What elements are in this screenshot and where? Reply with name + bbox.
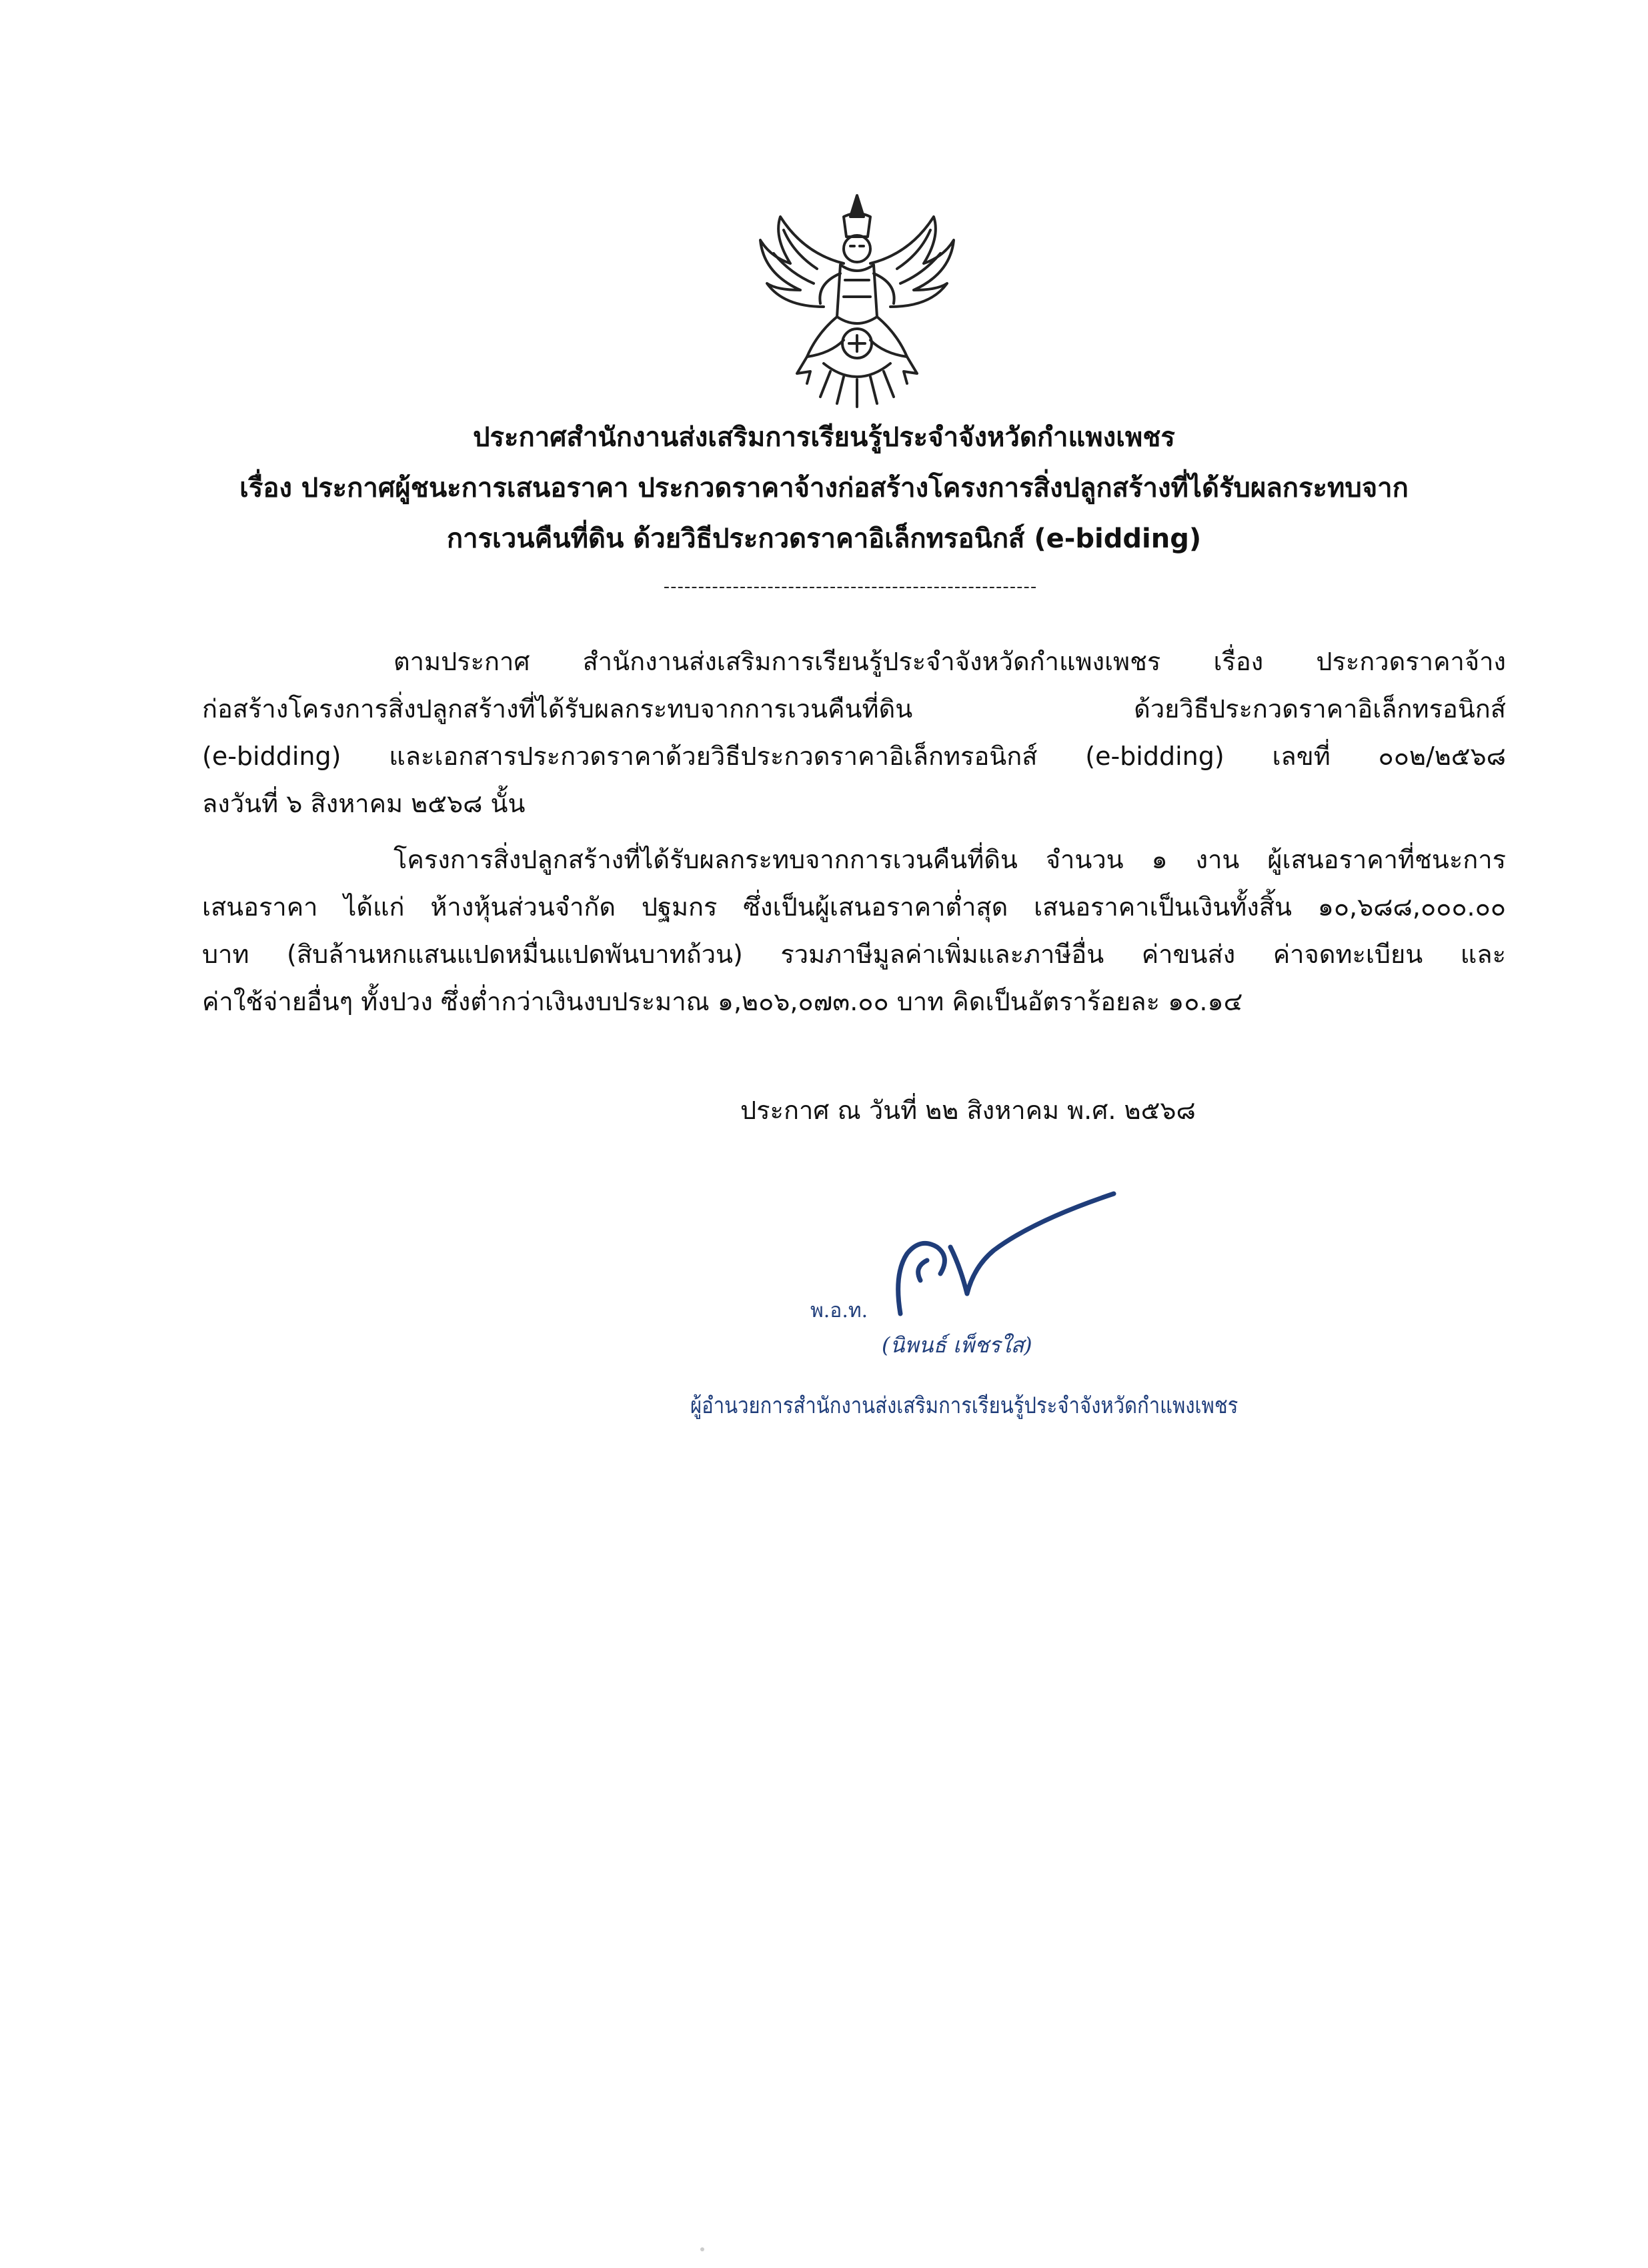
signer-rank: พ.อ.ท.: [810, 1299, 868, 1322]
signer-position: ผู้อำนวยการสำนักงานส่งเสริมการเรียนรู้ประจำจังหวัดกำแพงเพชร: [690, 1392, 1239, 1419]
paragraph-1-line-4: ลงวันที่ ๖ สิงหาคม ๒๕๖๘ นั้น: [202, 789, 526, 818]
garuda-emblem-icon: [744, 190, 970, 410]
handwritten-signature: [887, 1187, 1127, 1320]
paragraph-1-line-2: ก่อสร้างโครงการสิ่งปลูกสร้างที่ได้รับผลกระทบจากการเวนคืนที่ดิน ด้วยวิธีประกวดราคาอิเล็กทรอนิกส์: [202, 694, 1506, 724]
paragraph-2-line-1: โครงการสิ่งปลูกสร้างที่ได้รับผลกระทบจากการเวนคืนที่ดิน จำนวน ๑ งาน ผู้เสนอราคาที่ชนะการ: [393, 845, 1506, 874]
paragraph-2-line-2: เสนอราคา ได้แก่ ห้างหุ้นส่วนจำกัด ปฐมกร ซึ่งเป็นผู้เสนอราคาต่ำสุด เสนอราคาเป็นเงินทั้งสิ้น ๑๐,๖๘๘,๐๐๐.๐๐: [202, 892, 1506, 922]
announcement-title: ประกาศสำนักงานส่งเสริมการเรียนรู้ประจำจังหวัดกำแพงเพชร: [473, 422, 1175, 453]
paragraph-2-line-4: ค่าใช้จ่ายอื่นๆ ทั้งปวง ซึ่งต่ำกว่าเงินงบประมาณ ๑,๒๐๖,๐๗๓.๐๐ บาท คิดเป็นอัตราร้อยละ ๑๐.๑๔: [202, 987, 1243, 1016]
subject-line: เรื่อง ประกาศผู้ชนะการเสนอราคา ประกวดราคาจ้างก่อสร้างโครงการสิ่งปลูกสร้างที่ได้รับผลกระทบจาก: [239, 473, 1409, 503]
page-mark: [700, 2247, 704, 2251]
subject-line-continued: การเวนคืนที่ดิน ด้วยวิธีประกวดราคาอิเล็กทรอนิกส์ (e-bidding): [446, 523, 1202, 554]
signer-name: (นิพนธ์ เพ็ชรใส): [882, 1332, 1032, 1358]
announcement-date: ประกาศ ณ วันที่ ๒๒ สิงหาคม พ.ศ. ๒๕๖๘: [740, 1096, 1196, 1125]
paragraph-1-line-3: (e-bidding) และเอกสารประกวดราคาด้วยวิธีประกวดราคาอิเล็กทรอนิกส์ (e-bidding) เลขที่ ๐๐๒/๒๕๖๘: [202, 742, 1506, 771]
header-divider: ------------------------------------------------------: [663, 577, 1038, 597]
paragraph-2-line-3: บาท (สิบล้านหกแสนแปดหมื่นแปดพันบาทถ้วน) รวมภาษีมูลค่าเพิ่มและภาษีอื่น ค่าขนส่ง ค่าจดทะเบียน และ: [202, 940, 1506, 969]
paragraph-1-line-1: ตามประกาศ สำนักงานส่งเสริมการเรียนรู้ประจำจังหวัดกำแพงเพชร เรื่อง ประกวดราคาจ้าง: [393, 647, 1506, 676]
